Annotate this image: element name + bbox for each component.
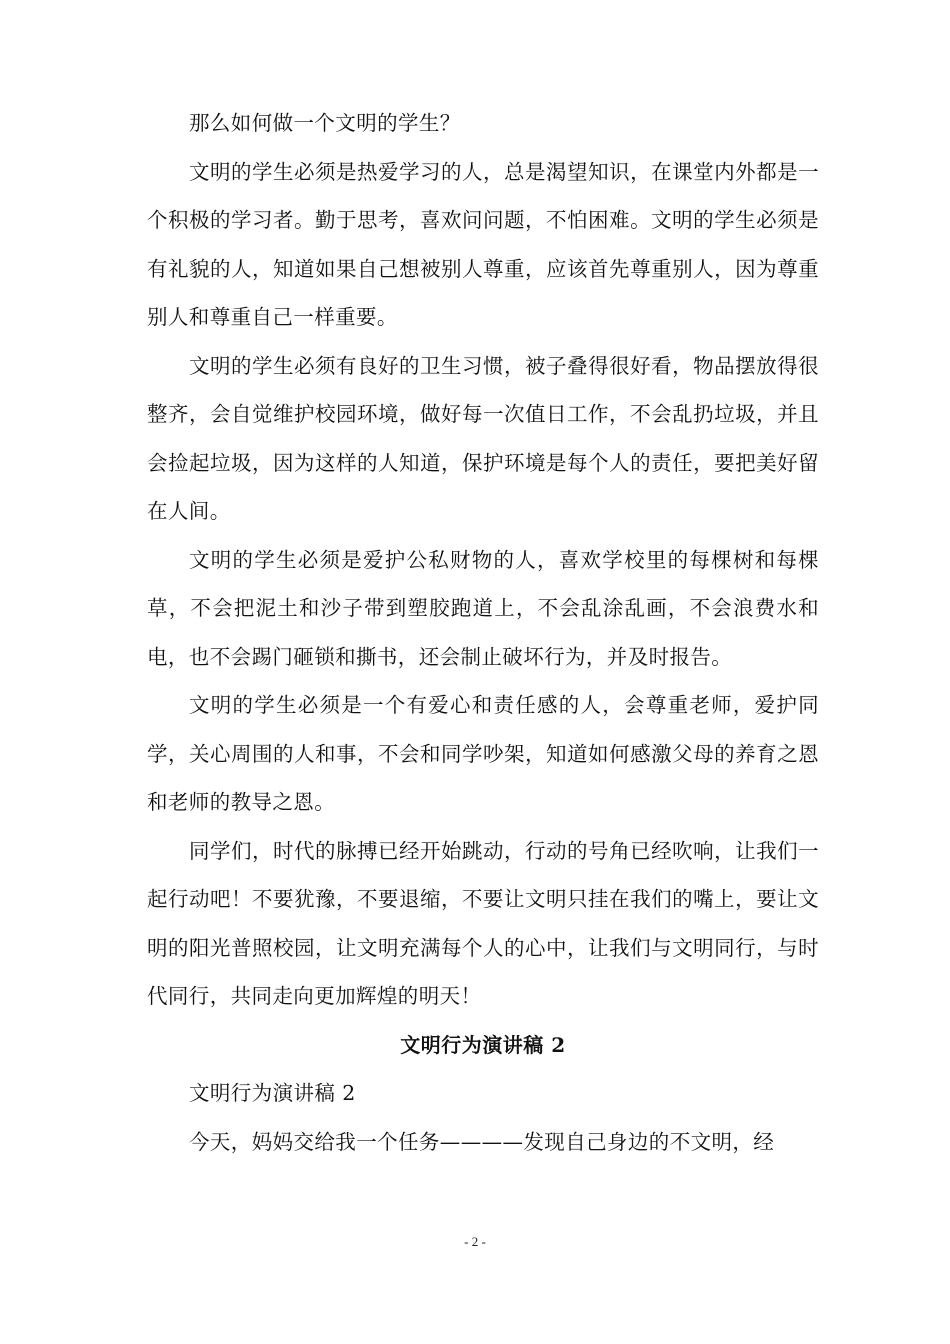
document-body <box>147 99 819 1166</box>
paragraph: 文明的学生必须有良好的卫生习惯，被子叠得很好看，物品摆放得很整齐，会自觉维护校园环境，做好每一次值日工作，不会乱扔垃圾，并且会捡起垃圾，因为这样的人知道，保护环境是每个人的责任，要把美好留在人间。 <box>147 353 819 523</box>
paragraph: 那么如何做一个文明的学生？ <box>189 111 461 135</box>
paragraph: 文明的学生必须是热爱学习的人，总是渴望知识，在课堂内外都是一个积极的学习者。勤于思考，喜欢问问题，不怕困难。文明的学生必须是有礼貌的人，知道如果自己想被别人尊重，应该首先尊重别人，因为尊重别人和尊重自己一样重要。 <box>147 159 819 329</box>
paragraph: 文明的学生必须是一个有爱心和责任感的人，会尊重老师，爱护同学，关心周围的人和事，不会和同学吵架，知道如何感激父母的养育之恩和老师的教导之恩。 <box>147 693 819 814</box>
paragraph: 文明行为演讲稿 2 <box>189 1081 356 1105</box>
paragraph: 文明的学生必须是爱护公私财物的人，喜欢学校里的每棵树和每棵草，不会把泥土和沙子带到塑胶跑道上，不会乱涂乱画，不会浪费水和电，也不会踢门砸锁和撕书，还会制止破坏行为，并及时报告。 <box>147 547 819 669</box>
paragraph: 同学们，时代的脉搏已经开始跳动，行动的号角已经吹响，让我们一起行动吧！不要犹豫，不要退缩，不要让文明只挂在我们的嘴上，要让文明的阳光普照校园，让文明充满每个人的心中，让我们与文明同行，与时代同行，共同走向更加辉煌的明天！ <box>147 838 819 1008</box>
section-heading: 文明行为演讲稿 2 <box>400 1032 566 1057</box>
page-number: - 2 - <box>464 1234 486 1249</box>
paragraph: 今天，妈妈交给我一个任务————发现自己身边的不文明，经 <box>189 1129 775 1154</box>
